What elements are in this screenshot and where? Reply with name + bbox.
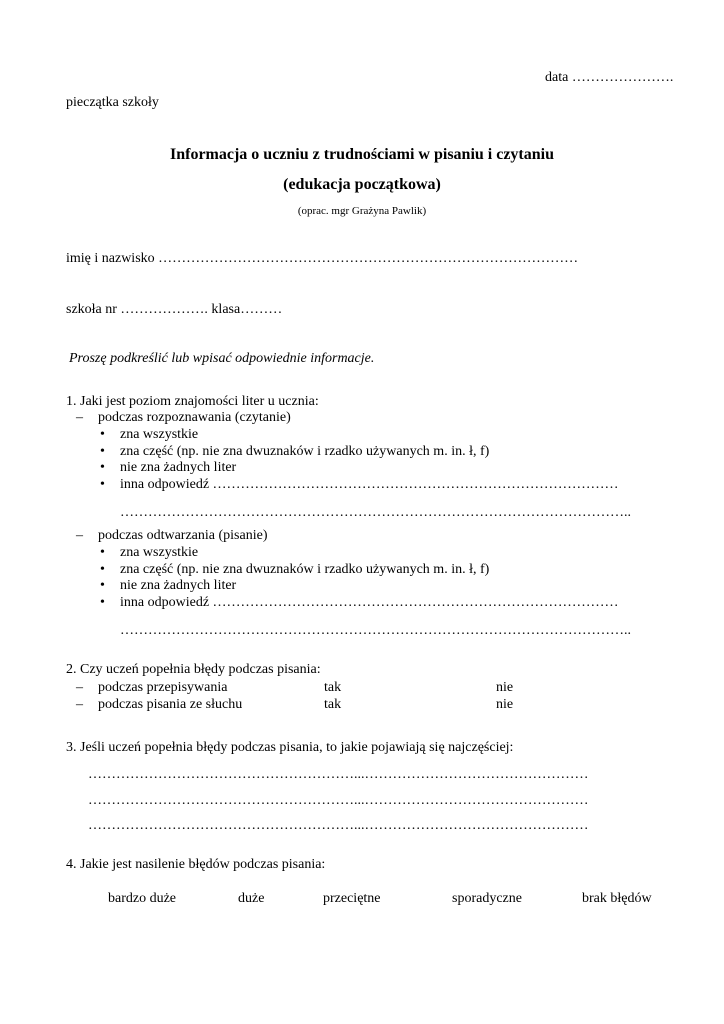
q1-writing-label: podczas odtwarzania (pisanie) bbox=[98, 528, 268, 543]
q4-option: duże bbox=[238, 891, 265, 906]
school-stamp-label: pieczątka szkoły bbox=[66, 95, 159, 110]
q4-option: przeciętne bbox=[323, 891, 381, 906]
q1-writing-continuation: ……………………………………………………………………………………………….. bbox=[120, 623, 631, 638]
q1-writing-option: inna odpowiedź …………………………………………………………………………… bbox=[120, 595, 619, 610]
name-field: imię i nazwisko ……………………………………………………………………………… bbox=[66, 251, 579, 266]
question-2: 2. Czy uczeń popełnia błędy podczas pisania: bbox=[66, 662, 321, 677]
q1-reading-option: nie zna żadnych liter bbox=[120, 460, 237, 475]
bullet-glyph: • bbox=[100, 545, 105, 560]
dash-glyph: – bbox=[76, 697, 83, 712]
dash-glyph: – bbox=[76, 528, 83, 543]
question-1: 1. Jaki jest poziom znajomości liter u ucznia: bbox=[66, 394, 319, 409]
bullet-glyph: • bbox=[100, 427, 105, 442]
q2-row-label: podczas przepisywania bbox=[98, 680, 228, 695]
q1-writing-option: zna wszystkie bbox=[120, 545, 199, 560]
q1-writing-option: nie zna żadnych liter bbox=[120, 578, 237, 593]
q1-reading-continuation: ……………………………………………………………………………………………….. bbox=[120, 505, 631, 520]
q4-option: brak błędów bbox=[582, 891, 652, 906]
bullet-glyph: • bbox=[100, 595, 105, 610]
document-title: Informacja o uczniu z trudnościami w pisaniu i czytaniu bbox=[169, 146, 554, 163]
bullet-glyph: • bbox=[100, 444, 105, 459]
date-field: data …………………. bbox=[545, 70, 674, 85]
q3-answer-line: …………………………………………………...………………………………………… bbox=[88, 818, 589, 833]
question-3: 3. Jeśli uczeń popełnia błędy podczas pisania, to jakie pojawiają się najczęściej: bbox=[66, 740, 514, 755]
q2-row-label: podczas pisania ze słuchu bbox=[98, 697, 243, 712]
q1-reading-option: zna wszystkie bbox=[120, 427, 199, 442]
q4-option: bardzo duże bbox=[108, 891, 177, 906]
bullet-glyph: • bbox=[100, 477, 105, 492]
school-class-field: szkoła nr ………………. klasa……… bbox=[66, 302, 283, 317]
q3-answer-line: …………………………………………………...………………………………………… bbox=[88, 767, 589, 782]
q3-answer-line: …………………………………………………...………………………………………… bbox=[88, 793, 589, 808]
document-subtitle: (edukacja początkowa) bbox=[283, 176, 441, 193]
bullet-glyph: • bbox=[100, 460, 105, 475]
instruction-text: Proszę podkreślić lub wpisać odpowiednie informacje. bbox=[69, 351, 375, 366]
q2-no-option: nie bbox=[496, 697, 514, 712]
bullet-glyph: • bbox=[100, 578, 105, 593]
q2-yes-option: tak bbox=[324, 680, 342, 695]
bullet-glyph: • bbox=[100, 562, 105, 577]
q1-reading-option: zna część (np. nie zna dwuznaków i rzadko używanych m. in. ł, f) bbox=[120, 444, 490, 459]
q2-no-option: nie bbox=[496, 680, 514, 695]
q1-reading-option: inna odpowiedź …………………………………………………………………………… bbox=[120, 477, 619, 492]
q4-option: sporadyczne bbox=[452, 891, 522, 906]
question-4: 4. Jakie jest nasilenie błędów podczas pisania: bbox=[66, 857, 326, 872]
q2-yes-option: tak bbox=[324, 697, 342, 712]
q1-writing-option: zna część (np. nie zna dwuznaków i rzadko używanych m. in. ł, f) bbox=[120, 562, 490, 577]
document-author: (oprac. mgr Grażyna Pawlik) bbox=[297, 205, 427, 217]
dash-glyph: – bbox=[76, 680, 83, 695]
q1-reading-label: podczas rozpoznawania (czytanie) bbox=[98, 410, 291, 425]
dash-glyph: – bbox=[76, 410, 83, 425]
